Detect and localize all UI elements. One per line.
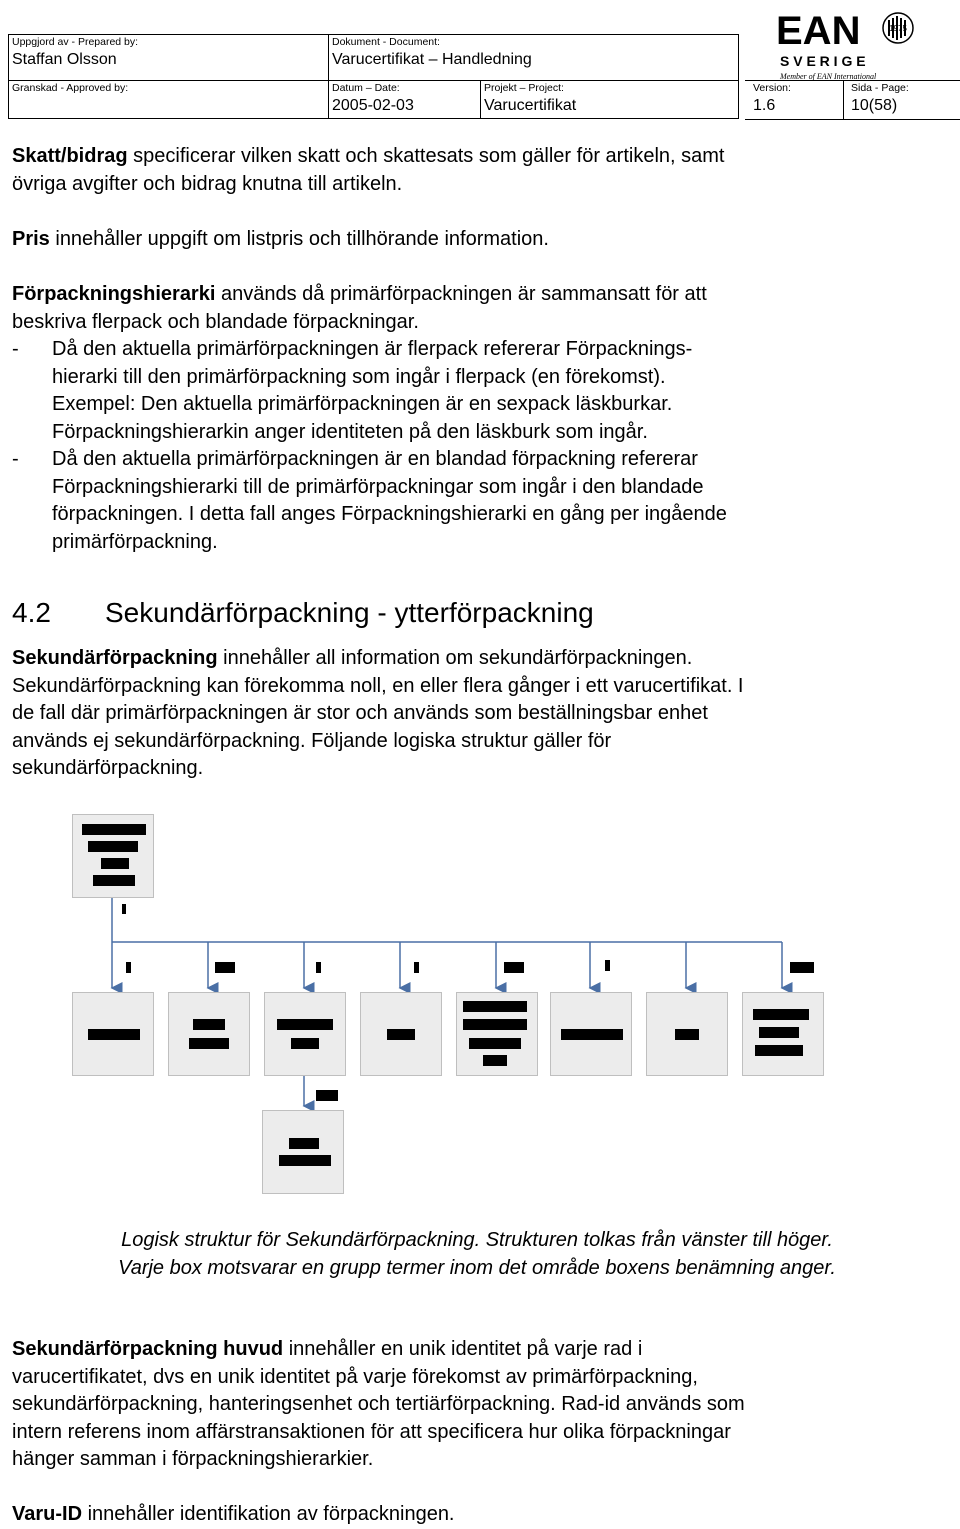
term-sekundarforpackning: Sekundärförpackning [12, 647, 218, 669]
approved-cell [9, 81, 329, 119]
s2-rest: innehåller en unik identitet på varje rad i [283, 1338, 643, 1360]
approved-label: Granskad - Approved by: [12, 82, 129, 94]
p1-line2: övriga avgifter och bidrag knutna till artikeln. [12, 172, 403, 195]
logo-sub: S V E R I G E [780, 53, 866, 69]
term-huvud: Sekundärförpackning huvud [12, 1338, 284, 1360]
diagram-box-3 [264, 992, 346, 1076]
document-value: Varucertifikat – Handledning [332, 51, 532, 68]
s1-rest: innehåller all information om sekundärförpackningen. [217, 647, 693, 669]
diagram-box-4 [360, 992, 442, 1076]
diagram-label-mark [504, 962, 524, 973]
term-pris: Pris [12, 228, 50, 250]
diagram-box-6 [550, 992, 632, 1076]
bullet-dash: - [12, 448, 19, 470]
version-label: Version: [753, 82, 791, 94]
paragraph-varu-id [12, 1501, 942, 1529]
diagram-box-2 [168, 992, 250, 1076]
diagram-box-1 [72, 992, 154, 1076]
paragraph-forpackningshierarki [12, 281, 942, 336]
date-value: 2005-02-03 [332, 97, 414, 114]
term-skatt: Skatt/bidrag [12, 145, 128, 167]
diagram-label-mark [605, 960, 610, 971]
structure-diagram [70, 812, 830, 1202]
b2-line1: Då den aktuella primärförpackningen är en blandad förpackning refererar [52, 448, 698, 470]
document-label: Dokument - Document: [332, 36, 440, 48]
diagram-box-head [72, 814, 154, 898]
logo-seal-text: 1975 [889, 24, 907, 33]
diagram-label-mark [316, 1090, 338, 1101]
s2-line4: intern referens inom affärstransaktionen för att specificera hur olika förpackningar [12, 1420, 731, 1443]
section-heading [12, 596, 942, 630]
s1-line4: används ej sekundärförpackning. Följande logiska struktur gäller för [12, 729, 612, 752]
project-cell [481, 81, 739, 119]
diagram-label-mark [215, 962, 235, 973]
b1-line4: Förpackningshierarkin anger identiteten på den läskburk som ingår. [52, 420, 648, 443]
paragraph-huvud [12, 1336, 942, 1474]
date-label: Datum – Date: [332, 82, 400, 94]
document-header [8, 9, 956, 118]
diagram-label-mark [414, 962, 419, 973]
document-cell [329, 35, 739, 81]
ean-sverige-logo [770, 4, 920, 84]
logo-text: EAN [776, 9, 861, 53]
diagram-label-mark [790, 962, 814, 973]
prepared-label: Uppgjord av - Prepared by: [12, 36, 139, 48]
b2-line2: Förpackningshierarki till de primärförpackningar som ingår i den blandade [52, 475, 704, 498]
term-varu-id: Varu-ID [12, 1503, 83, 1525]
term-forpackningshierarki: Förpackningshierarki [12, 283, 216, 305]
p3-rest: används då primärförpackningen är sammansatt för att [215, 283, 707, 305]
bullet-flerpack [12, 336, 932, 446]
s3-rest: innehåller identifikation av förpackningen. [82, 1503, 455, 1525]
prepared-value: Staffan Olsson [12, 51, 117, 68]
b1-line2: hierarki till den primärförpackning som ingår i flerpack (en förekomst). [52, 365, 666, 388]
diagram-label-mark [316, 962, 321, 973]
bullet-dash: - [12, 338, 19, 360]
page-value: 10(58) [851, 97, 898, 114]
b1-line3: Exempel: Den aktuella primärförpackningen är en sexpack läskburkar. [52, 393, 673, 415]
project-value: Varucertifikat [484, 97, 577, 114]
s2-line2: varucertifikatet, dvs en unik identitet på varje förekomst av primärförpackning, [12, 1365, 698, 1388]
b1-line1: Då den aktuella primärförpackningen är flerpack refererar Förpacknings- [52, 338, 693, 360]
figure-caption [12, 1226, 942, 1282]
logo-member: Member of EAN International [780, 72, 877, 81]
diagram-box-8 [742, 992, 824, 1076]
version-value: 1.6 [753, 97, 776, 114]
diagram-box-5 [456, 992, 538, 1076]
paragraph-pris [12, 226, 942, 254]
version-cell [753, 81, 844, 119]
caption-line2: Varje box motsvarar en grupp termer inom det område boxens benämning anger. [118, 1257, 836, 1279]
b2-line4: primärförpackning. [52, 530, 218, 553]
diagram-label-mark [122, 904, 126, 914]
page-cell [851, 81, 960, 119]
paragraph-sekundarforpackning [12, 645, 942, 783]
paragraph-skatt [12, 143, 942, 198]
diagram-label-mark [126, 962, 131, 973]
caption-line1: Logisk struktur för Sekundärförpackning. Strukturen tolkas från vänster till höger. [121, 1229, 833, 1251]
s2-line5: hänger samman i förpackningshierarkier. [12, 1448, 374, 1470]
diagram-box-sub [262, 1110, 344, 1194]
s1-line5: sekundärförpackning. [12, 757, 204, 779]
project-label: Projekt – Project: [484, 82, 564, 94]
header-table [8, 34, 739, 119]
version-page-box [745, 80, 960, 120]
date-cell [329, 81, 481, 119]
section-number: 4.2 [12, 597, 51, 628]
p1-rest: specificerar vilken skatt och skattesats som gäller för artikeln, samt [127, 145, 725, 167]
diagram-box-7 [646, 992, 728, 1076]
prepared-cell [9, 35, 329, 81]
b2-line3: förpackningen. I detta fall anges Förpackningshierarki en gång per ingående [52, 503, 727, 525]
s2-line3: sekundärförpackning, hanteringsenhet och tertiärförpackning. Rad-id används som [12, 1393, 745, 1415]
page-label: Sida - Page: [851, 82, 909, 94]
bullet-blandad [12, 446, 932, 556]
p2-rest: innehåller uppgift om listpris och tillhörande information. [49, 228, 549, 250]
section-title: Sekundärförpackning - ytterförpackning [105, 597, 594, 628]
s1-line3: de fall där primärförpackningen är stor och används som beställningsbar enhet [12, 702, 708, 724]
s1-line2: Sekundärförpackning kan förekomma noll, en eller flera gånger i ett varucertifikat. I [12, 674, 744, 697]
p3-line2: beskriva flerpack och blandade förpackningar. [12, 310, 419, 333]
